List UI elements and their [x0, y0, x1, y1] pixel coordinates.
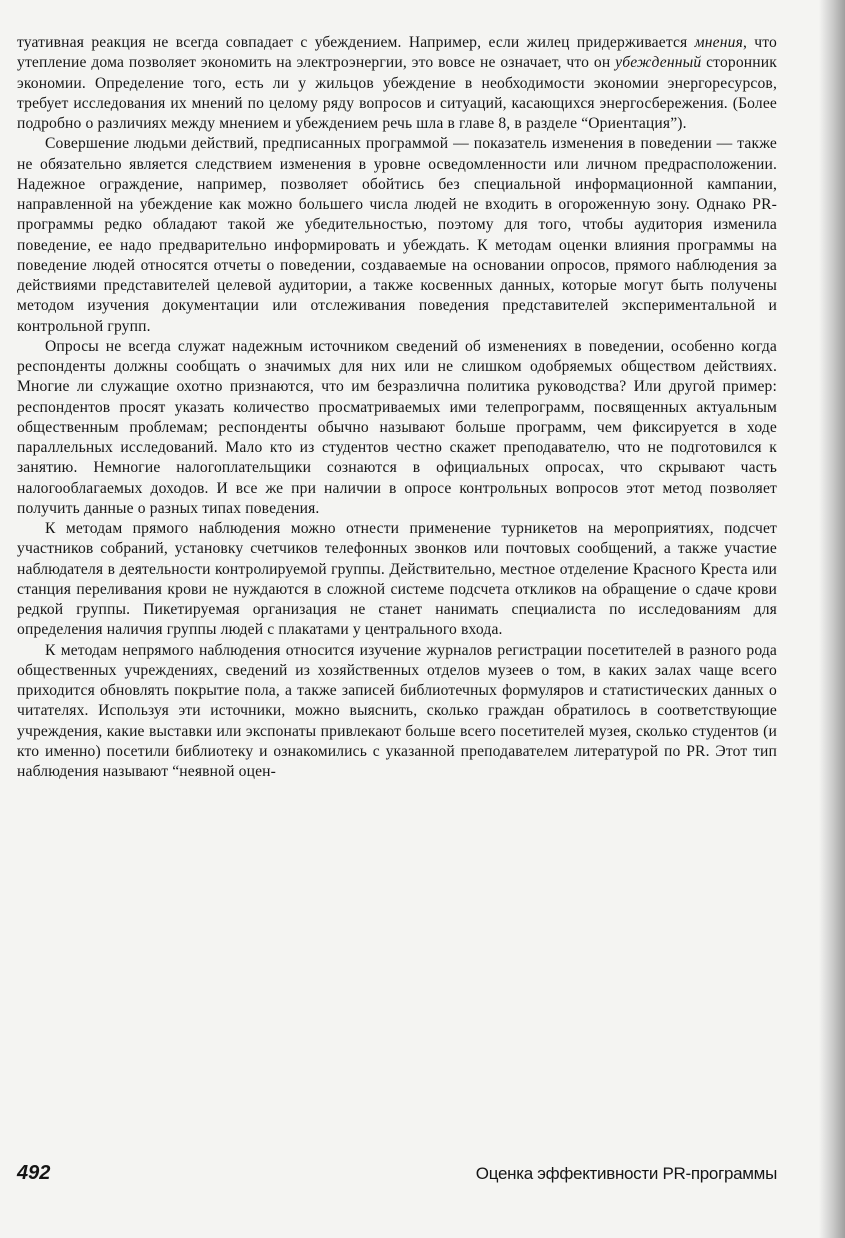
paragraph-3: Опросы не всегда служат надежным источником сведений об изменениях в поведении, особенно когда респонденты должны сообщать о значимых для них или не слишком одобряемых обществом действиях. Многие ли служащие охотно признаются, что им безразлична политика руководства? Или другой пример: респондентов просят указать количество просматриваемых ими телепрограмм, посвященных актуальным общественным проблемам; респонденты обычно называют больше программ, чем фиксируется в ходе параллельных исследований. Мало кто из студентов честно скажет преподавателю, что не подготовился к занятию. Немногие налогоплательщики сознаются в официальных опросах, что скрывают часть налогооблагаемых доходов. И все же при наличии в опросе контрольных вопросов этот метод позволяет получить данные о разных типах поведения.	[17, 337, 777, 517]
page-edge-shadow	[819, 0, 845, 1238]
paragraph-1-part-3: сторонник экономии. Определение того, есть ли у жильцов убеждение в необходимости экономии энергоресурсов, требует исследования их мнений по целому ряду вопросов и ситуаций, касающихся энергосбережения. (Более подробно о различиях между мнением и убеждением речь шла в главе 8, в разделе “Ориентация”).	[17, 54, 777, 132]
paragraph-2: Совершение людьми действий, предписанных программой — показатель изменения в поведении — также не обязательно является следствием изменения в уровне осведомленности или личном предрасположении. Надежное ограждение, например, позволяет обойтись без специальной информационной кампании, направленной на убеждение как можно большего числа людей не входить в огороженную зону. Однако PR-программы редко обладают такой же убедительностью, поэтому для того, чтобы аудитория изменила поведение, ее надо предварительно информировать и убеждать. К методам оценки влияния программы на поведение людей относятся отчеты о поведении, создаваемые на основании опросов, прямого наблюдения за действиями представителей целевой аудитории, а также косвенных данных, которые могут быть получены методом изучения документации или отслеживания поведения представителей экспериментальной и контрольной групп.	[17, 135, 777, 335]
paragraph-1-part-2: , что утепление дома позволяет экономить на электроэнергии, это вовсе не означает, что он	[17, 34, 778, 72]
emphasis-convinced: убежденный	[615, 54, 702, 72]
paragraph-1	[17, 33, 777, 134]
paragraph-4: К методам прямого наблюдения можно отнести применение турникетов на мероприятиях, подсчет участников собраний, установку счетчиков телефонных звонков или почтовых сообщений, а также участие наблюдателя в деятельности контролируемой группы. Действительно, местное отделение Красного Креста или станция переливания крови не нуждаются в сложной системе подсчета откликов на обращение о сдаче крови редкой группы. Пикетируемая организация не станет нанимать специалиста по исследованиям для определения наличия группы людей с плакатами у центрального входа.	[17, 520, 777, 639]
page-footer	[17, 1162, 777, 1192]
emphasis-opinion: мнения	[694, 34, 743, 51]
running-title: Оценка эффективности PR-программы	[475, 1164, 777, 1183]
paragraph-5: К методам непрямого наблюдения относится изучение журналов регистрации посетителей в разного рода общественных учреждениях, сведений из хозяйственных отделов музеев о том, в каких залах чаще всего приходится обновлять покрытие пола, а также записей библиотечных формуляров и статистических данных о читателях. Используя эти источники, можно выяснить, сколько граждан обратилось в соответствующие учреждения, какие выставки или экспонаты привлекают больше всего посетителей музея, сколько студентов (и кто именно) посетили библиотеку и ознакомились с указанной преподавателем литературой по PR. Этот тип наблюдения называют “неявной оцен-	[17, 641, 777, 780]
page-number: 492	[17, 1162, 51, 1184]
paragraph-1-part-1: туативная реакция не всегда совпадает с убеждением. Например, если жилец придерживается	[17, 34, 695, 51]
body-text	[17, 33, 777, 782]
